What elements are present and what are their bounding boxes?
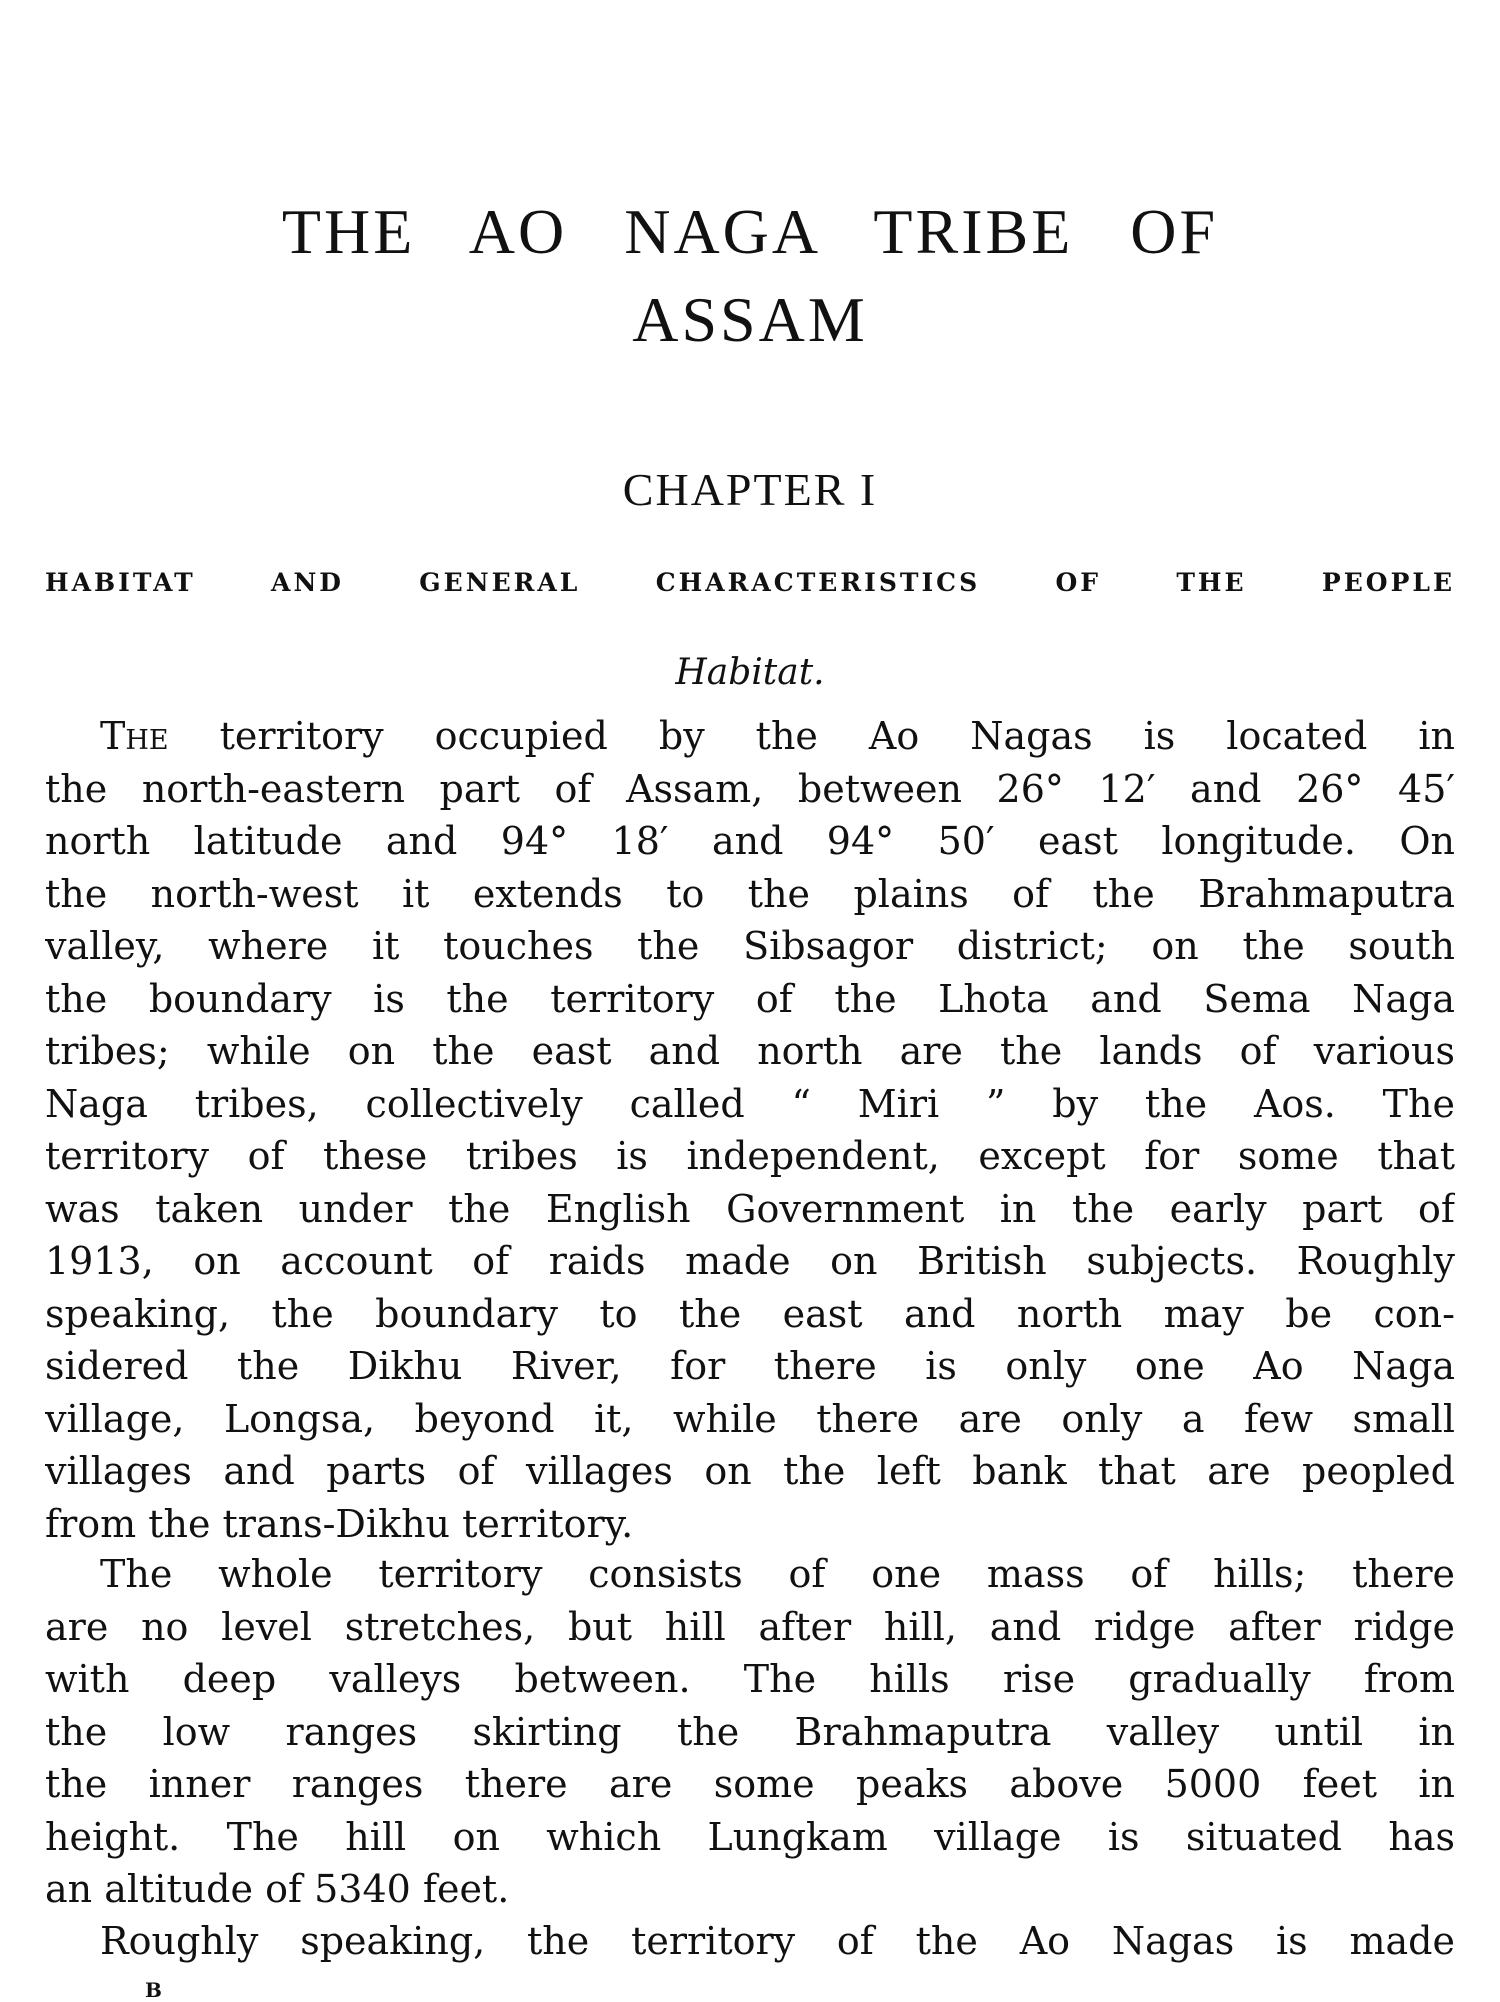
text-line: village, Longsa, beyond it, while there are only a few small [45,1396,1455,1441]
text-line: valley, where it touches the Sibsagor district; on the south [45,924,1455,968]
paragraph-2 [45,1548,1455,1916]
text-line: was taken under the English Government in the early part of [45,1186,1455,1231]
book-title-line-1: THE AO NAGA TRIBE OF [281,196,1219,267]
text-line: an altitude of 5340 feet. [45,1867,510,1911]
text-line: height. The hill on which Lungkam village is situated has [45,1814,1455,1859]
section-heading: Habitat. [675,652,825,693]
text-line: the north-eastern part of Assam, between 26° 12′ and 26° 45′ [45,766,1455,811]
text-line [45,710,1455,763]
text-line: The whole territory consists of one mass of hills; there [100,1552,1455,1596]
text-line: Roughly speaking, the territory of the Ao Nagas is made [100,1919,1455,1963]
text-line: speaking, the boundary to the east and north may be con- [45,1291,1455,1336]
chapter-heading: CHAPTER I [622,464,878,515]
book-title-line-2: ASSAM [632,284,868,355]
text-line: the boundary is the territory of the Lhota and Sema Naga [45,976,1455,1021]
text-line: villages and parts of villages on the left bank that are peopled [45,1449,1455,1493]
text-line: the north-west it extends to the plains of the Brahmaputra [45,871,1455,916]
text-line: Naga tribes, collectively called “ Miri ” by the Aos. The [45,1081,1455,1126]
text-line: sidered the Dikhu River, for there is only one Ao Naga [45,1344,1455,1388]
text-line: 1913, on account of raids made on British subjects. Roughly [45,1239,1455,1283]
text-line: north latitude and 94° 18′ and 94° 50′ east longitude. On [45,819,1455,863]
text-line: the inner ranges there are some peaks above 5000 feet in [45,1762,1455,1806]
lead-word: The [100,714,169,758]
paragraph-1 [45,710,1455,1550]
text-line: territory of these tribes is independent, except for some that [45,1134,1455,1178]
text-line: the low ranges skirting the Brahmaputra valley until in [45,1709,1455,1754]
text-line: tribes; while on the east and north are the lands of various [45,1029,1455,1073]
chapter-subtitle: HABITAT AND GENERAL CHARACTERISTICS OF THE PEOPLE [45,568,1455,597]
paragraph-3 [45,1915,1455,1968]
text-line-content: territory occupied by the Ao Nagas is located in [168,714,1455,758]
text-line: from the trans-Dikhu territory. [45,1501,634,1546]
text-line: are no level stretches, but hill after hill, and ridge after ridge [45,1604,1455,1649]
text-line: with deep valleys between. The hills rise gradually from [45,1657,1455,1701]
signature-mark: B [145,1978,162,2002]
